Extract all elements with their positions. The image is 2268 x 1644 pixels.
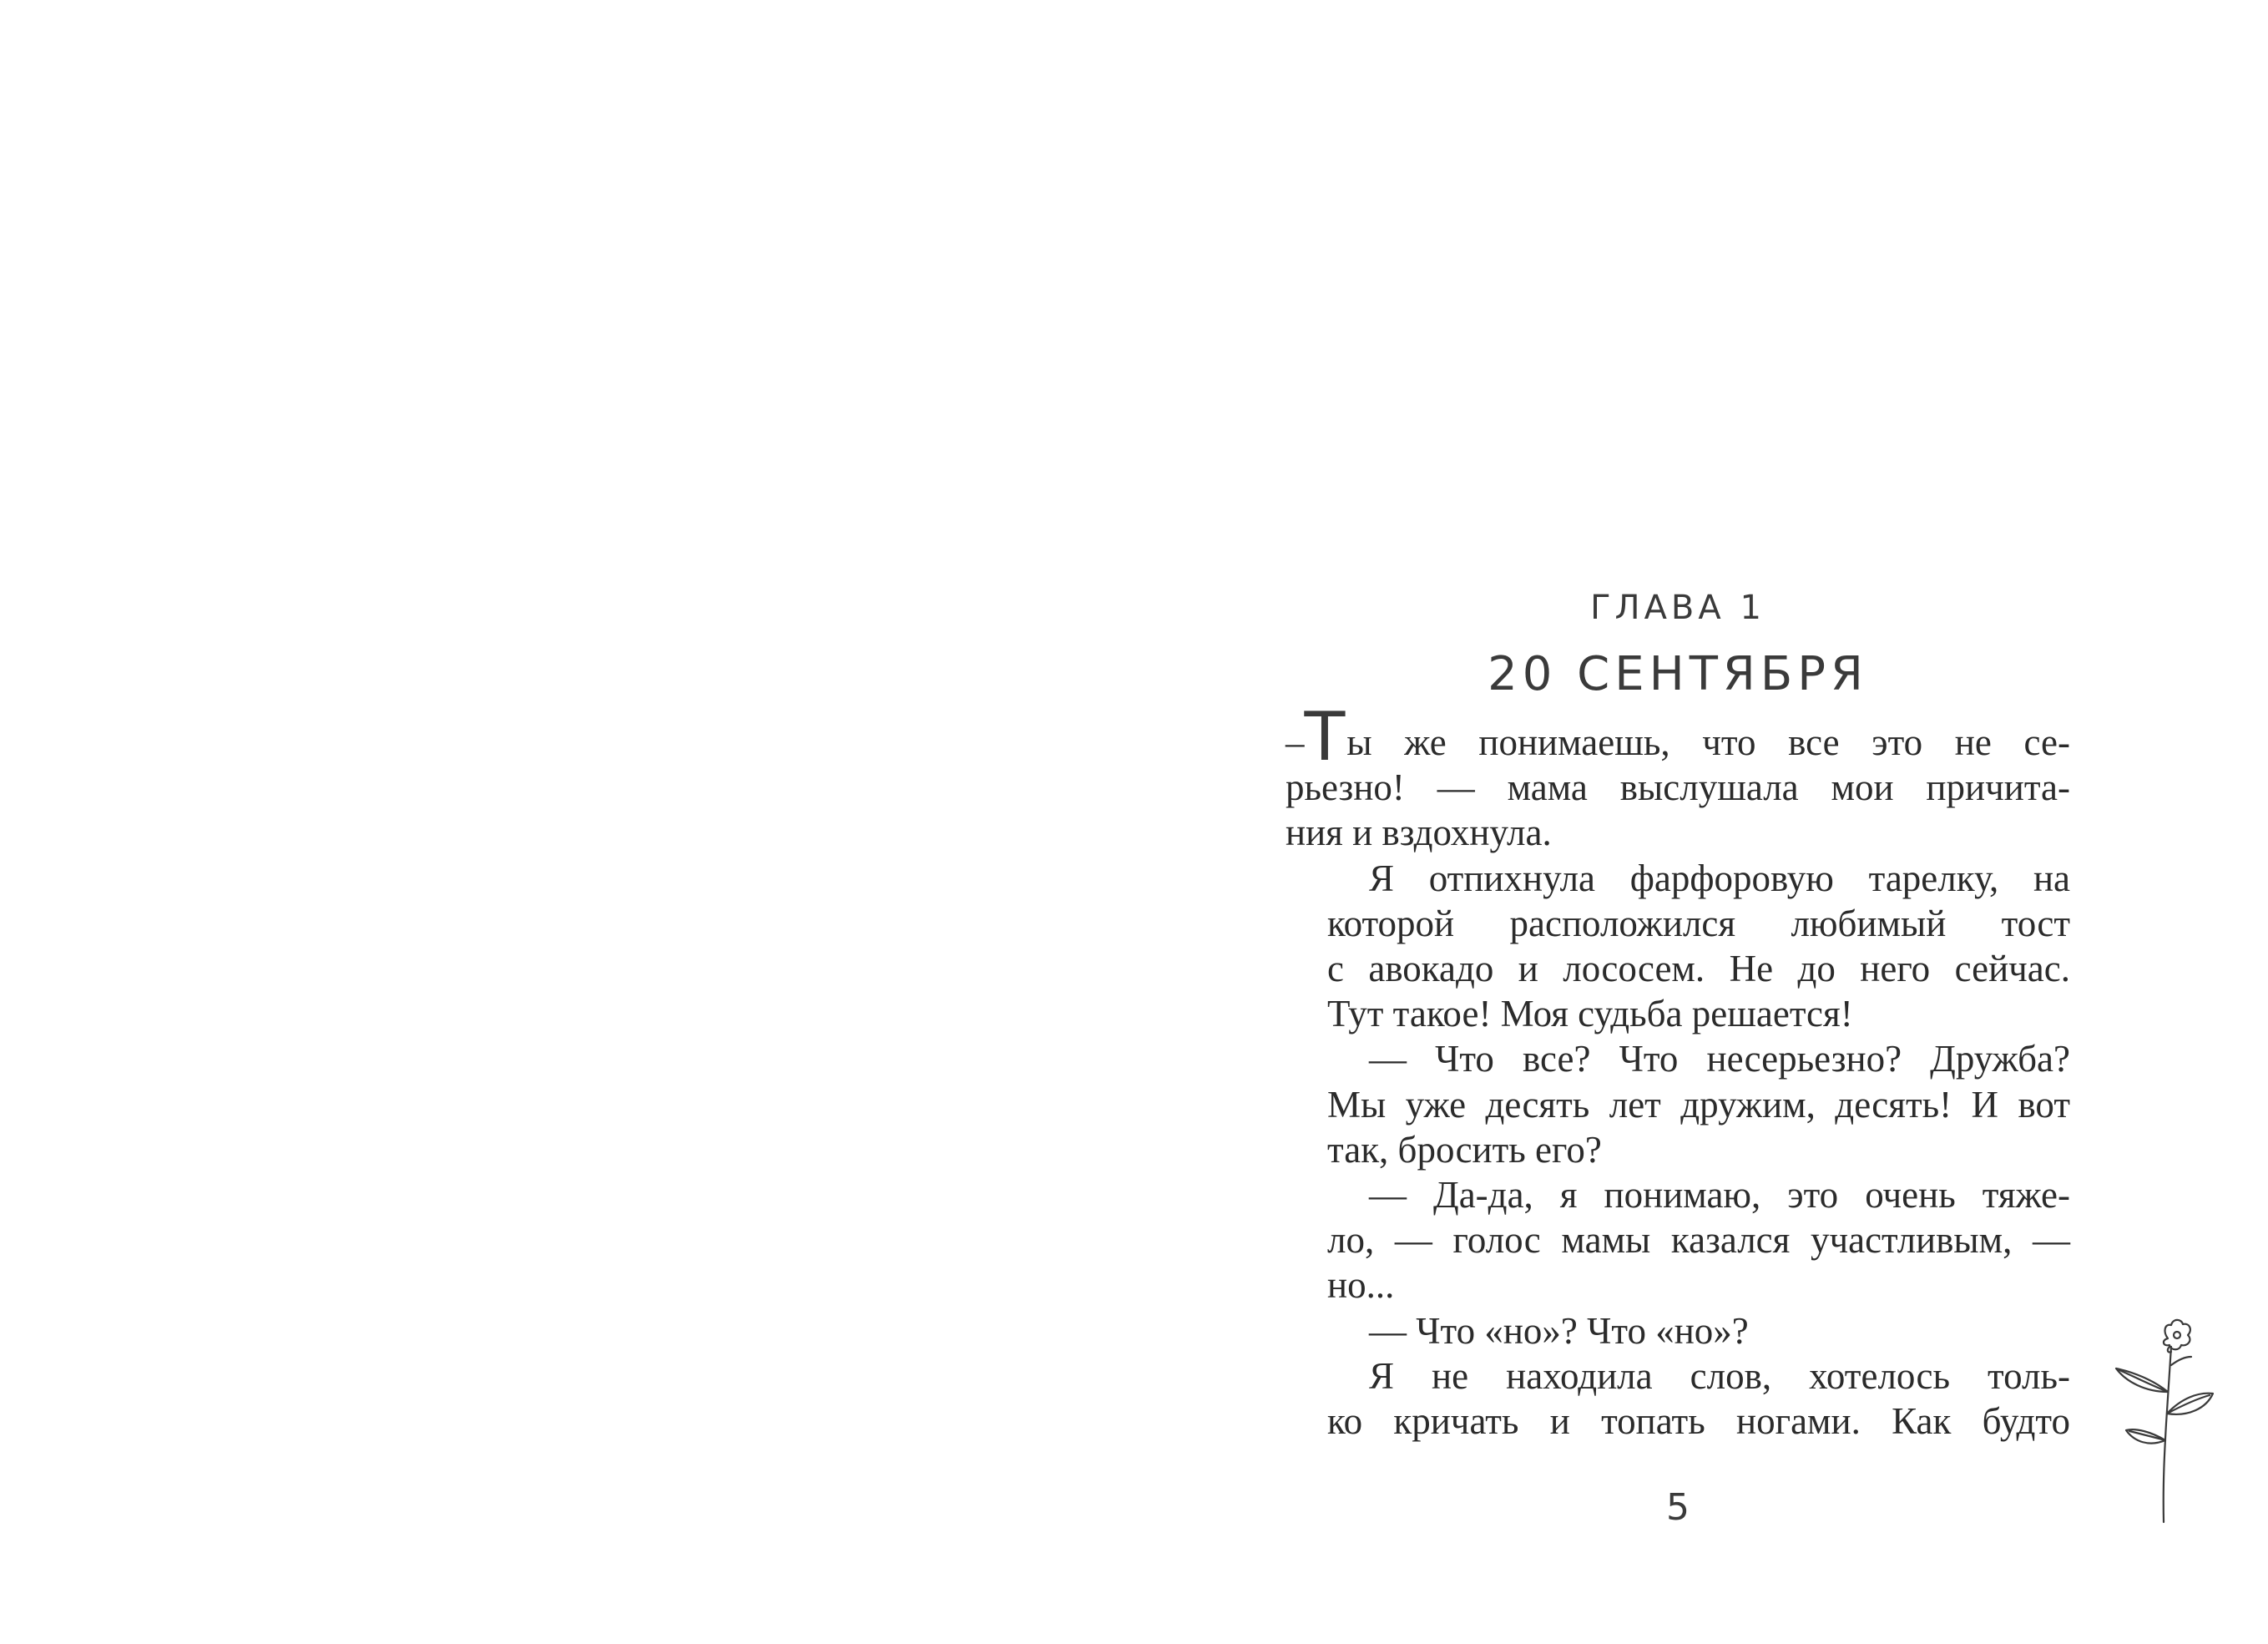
text-line: — Что все? Что несерьезно? Дружба? [1369, 1038, 2070, 1080]
text-line: ло, — голос мамы казался участливым, — [1327, 1219, 2070, 1262]
text-line: так, бросить его? [1327, 1128, 1602, 1171]
text-line: ния и вздохнула. [1286, 812, 1552, 854]
paragraph-4 [1286, 1172, 2070, 1308]
body-text [1286, 698, 2070, 1444]
text-line: Я не находила слов, хотелось толь- [1369, 1354, 2070, 1397]
text-line: рьезно! — мама выслушала мои причита- [1286, 766, 2070, 809]
dash-lead: – [1286, 721, 1305, 763]
drop-cap: Т [1304, 698, 1346, 776]
text-line: с авокадо и лососем. Не до него сейчас. [1327, 948, 2070, 990]
text-line: которой расположился любимый тост [1327, 902, 2070, 944]
text-line: ко кричать и топать ногами. Как будто [1327, 1400, 2070, 1443]
paragraph-6 [1286, 1353, 2070, 1444]
text-line-content: ы же понимаешь, что все это не се- [1346, 721, 2070, 763]
text-line: Мы уже десять лет дружим, десять! И вот [1327, 1083, 2070, 1126]
paragraph-2 [1286, 856, 2070, 1037]
page-number: 5 [1666, 1486, 1690, 1529]
paragraph-5 [1286, 1308, 2070, 1353]
flower-doodle-icon [2108, 1298, 2225, 1524]
text-line: — Да-да, я понимаю, это очень тяже- [1369, 1174, 2070, 1217]
chapter-label: ГЛАВА 1 [1590, 589, 1765, 627]
text-line: — Что «но»? Что «но»? [1369, 1309, 1749, 1352]
text-line [1286, 698, 2070, 776]
paragraph-3 [1286, 1036, 2070, 1172]
text-line: Тут такое! Моя судьба решается! [1327, 993, 1853, 1035]
text-line: Я отпихнула фарфоровую тарелку, на [1369, 857, 2070, 899]
text-line: но... [1327, 1264, 1395, 1307]
chapter-title-date: 20 СЕНТЯБРЯ [1488, 647, 1868, 701]
paragraph-1 [1286, 698, 2070, 856]
